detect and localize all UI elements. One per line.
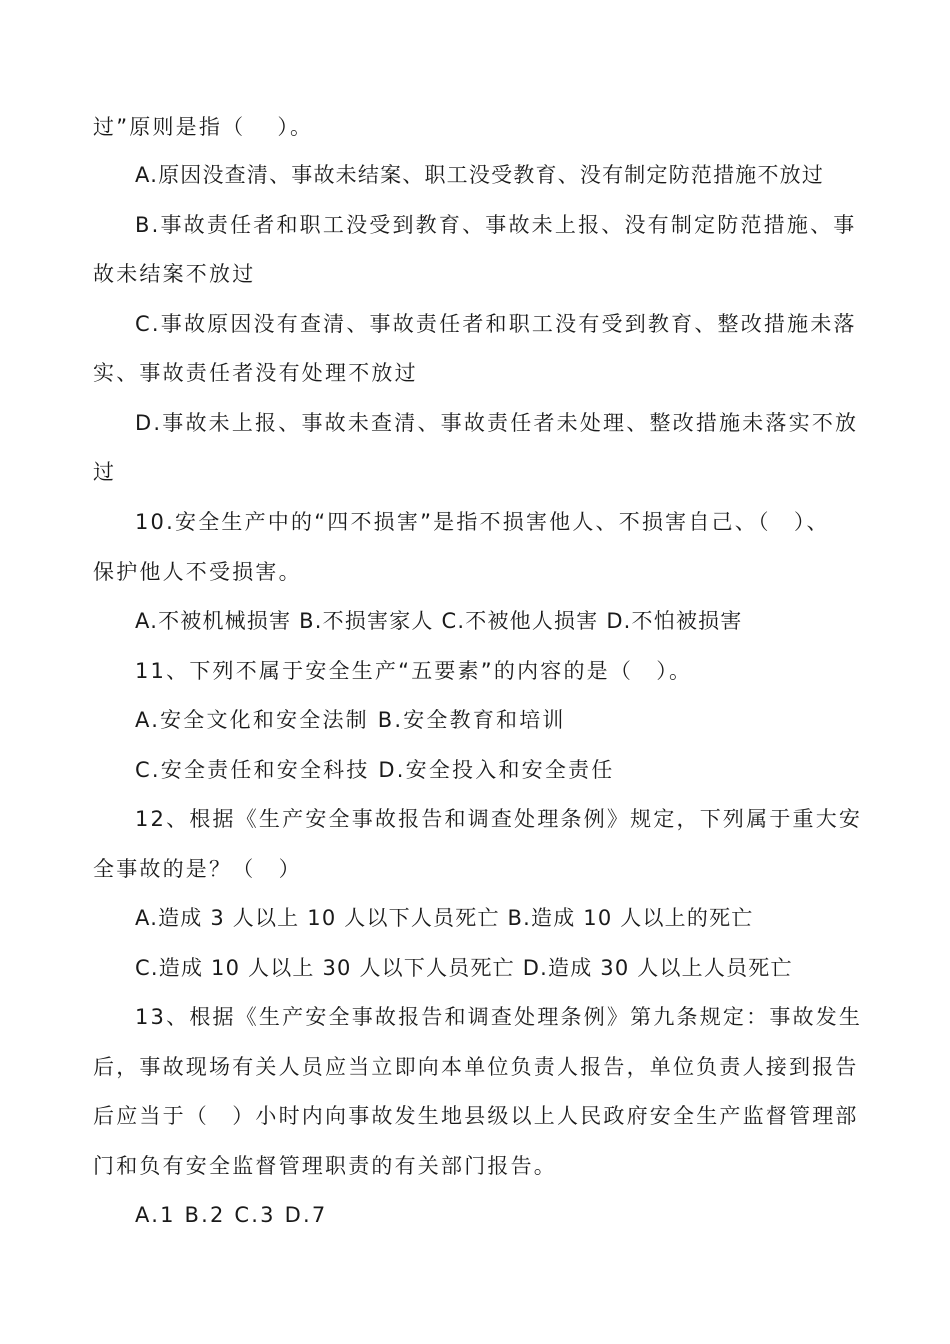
question-13-stem-line4: 门和负有安全监督管理职责的有关部门报告。 — [93, 1154, 557, 1178]
question-10-stem-line1: 10.安全生产中的“四不损害”是指不损害他人、不损害自己、（ ）、 — [135, 510, 830, 534]
question-13-options: A.1 B.2 C.3 D.7 — [135, 1203, 328, 1227]
question-9-option-c-line2: 实、事故责任者没有处理不放过 — [93, 361, 418, 385]
question-11-options-cd: C.安全责任和安全科技 D.安全投入和安全责任 — [135, 758, 615, 782]
question-10-stem-line2: 保护他人不受损害。 — [93, 560, 302, 584]
question-12-options-ab: A.造成 3 人以上 10 人以下人员死亡 B.造成 10 人以上的死亡 — [135, 906, 754, 930]
question-9-option-c-line1: C.事故原因没有查清、事故责任者和职工没有受到教育、整改措施未落 — [135, 312, 857, 336]
question-9-option-a: A.原因没查清、事故未结案、职工没受教育、没有制定防范措施不放过 — [135, 163, 825, 187]
question-9-option-d-line1: D.事故未上报、事故未查清、事故责任者未处理、整改措施未落实不放 — [135, 411, 859, 435]
question-12-stem-line1: 12、根据《生产安全事故报告和调查处理条例》规定，下列属于重大安 — [135, 807, 863, 831]
question-13-stem-line3: 后应当于（ ）小时内向事故发生地县级以上人民政府安全生产监督管理部 — [93, 1104, 859, 1128]
question-12-stem-line2: 全事故的是？（ ） — [93, 857, 302, 881]
question-9-option-b-line2: 故未结案不放过 — [93, 262, 256, 286]
question-9-option-d-line2: 过 — [93, 460, 117, 484]
question-9-option-b-line1: B.事故责任者和职工没受到教育、事故未上报、没有制定防范措施、事 — [135, 213, 857, 237]
question-13-stem-line1: 13、根据《生产安全事故报告和调查处理条例》第九条规定：事故发生 — [135, 1005, 863, 1029]
question-12-options-cd: C.造成 10 人以上 30 人以下人员死亡 D.造成 30 人以上人员死亡 — [135, 956, 793, 980]
question-9-stem-tail: 过”原则是指（ ）。 — [93, 115, 314, 139]
question-11-options-ab: A.安全文化和安全法制 B.安全教育和培训 — [135, 708, 566, 732]
question-13-stem-line2: 后，事故现场有关人员应当立即向本单位负责人报告，单位负责人接到报告 — [93, 1055, 859, 1079]
question-10-options: A.不被机械损害 B.不损害家人 C.不被他人损害 D.不怕被损害 — [135, 609, 743, 633]
question-11-stem: 11、下列不属于安全生产“五要素”的内容的是（ ）。 — [135, 659, 693, 683]
